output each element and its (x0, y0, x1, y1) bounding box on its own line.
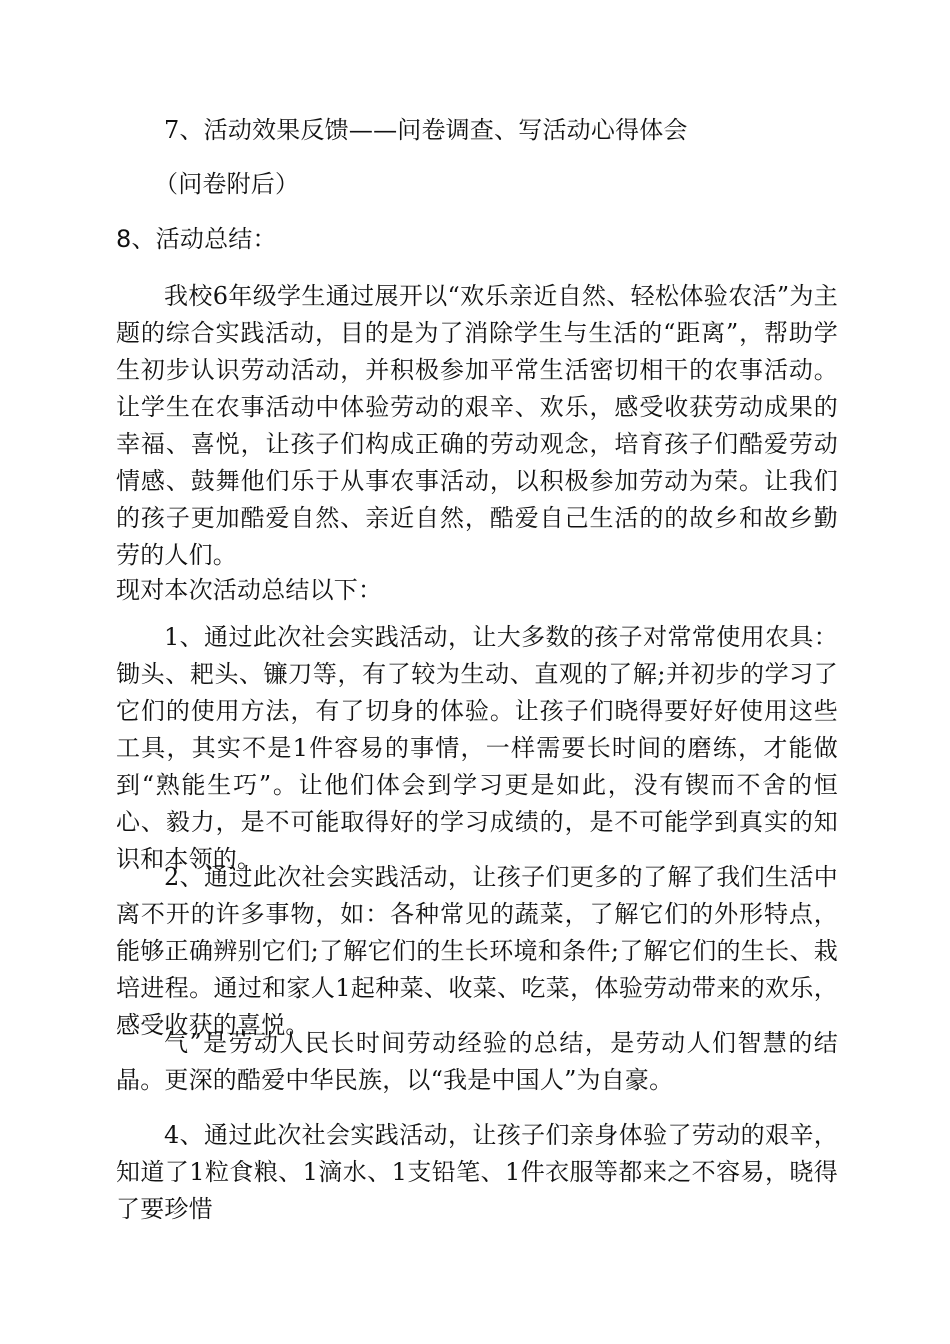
point-2-paragraph: 2、通过此次社会实践活动，让孩子们更多的了解了我们生活中离不开的许多事物，如：各种常见的蔬菜，了解它们的外形特点，能够正确辨别它们;了解它们的生长环境和条件;了解它们的生长、栽培进程。通过和家人1起种菜、收菜、吃菜，体验劳动带来的欢乐，感受收获的喜悦。 (116, 863, 838, 1039)
point-4-paragraph: 4、通过此次社会实践活动，让孩子们亲身体验了劳动的艰辛，知道了1粒食粮、1滴水、1支铅笔、1件衣服等都来之不容易，晓得了要珍惜 (116, 1121, 838, 1223)
point-3-fragment-paragraph: 气”是劳动人民长时间劳动经验的总结，是劳动人们智慧的结晶。更深的酷爱中华民族，以“我是中国人”为自豪。 (116, 1029, 838, 1094)
summary-paragraph: 我校6年级学生通过展开以“欢乐亲近自然、轻松体验农活”为主题的综合实践活动，目的是为了消除学生与生活的“距离”，帮助学生初步认识劳动活动，并积极参加平常生活密切相干的农事活动。让学生在农事活动中体验劳动的艰辛、欢乐，感受收获劳动成果的幸福、喜悦，让孩子们构成正确的劳动观念，培育孩子们酷爱劳动情感、鼓舞他们乐于从事农事活动，以积极参加劳动为荣。让我们的孩子更加酷爱自然、亲近自然，酷爱自己生活的的故乡和故乡勤劳的人们。 (116, 282, 838, 569)
item8-heading: 8、活动总结： (116, 225, 277, 253)
item7-heading: 7、活动效果反馈——问卷调查、写活动心得体会 (164, 116, 688, 144)
point-1-paragraph: 1、通过此次社会实践活动，让大多数的孩子对常常使用农具：锄头、耙头、镰刀等，有了较为生动、直观的了解;并初步的学习了它们的使用方法，有了切身的体验。让孩子们晓得要好好使用这些工具，其实不是1件容易的事情，一样需要长时间的磨练，才能做到“熟能生巧”。让他们体会到学习更是如此，没有锲而不舍的恒心、毅力，是不可能取得好的学习成绩的，是不可能学到真实的知识和本领的。 (116, 623, 838, 873)
item7-note: （问卷附后） (154, 170, 300, 198)
summary-intro: 现对本次活动总结以下： (116, 576, 383, 604)
